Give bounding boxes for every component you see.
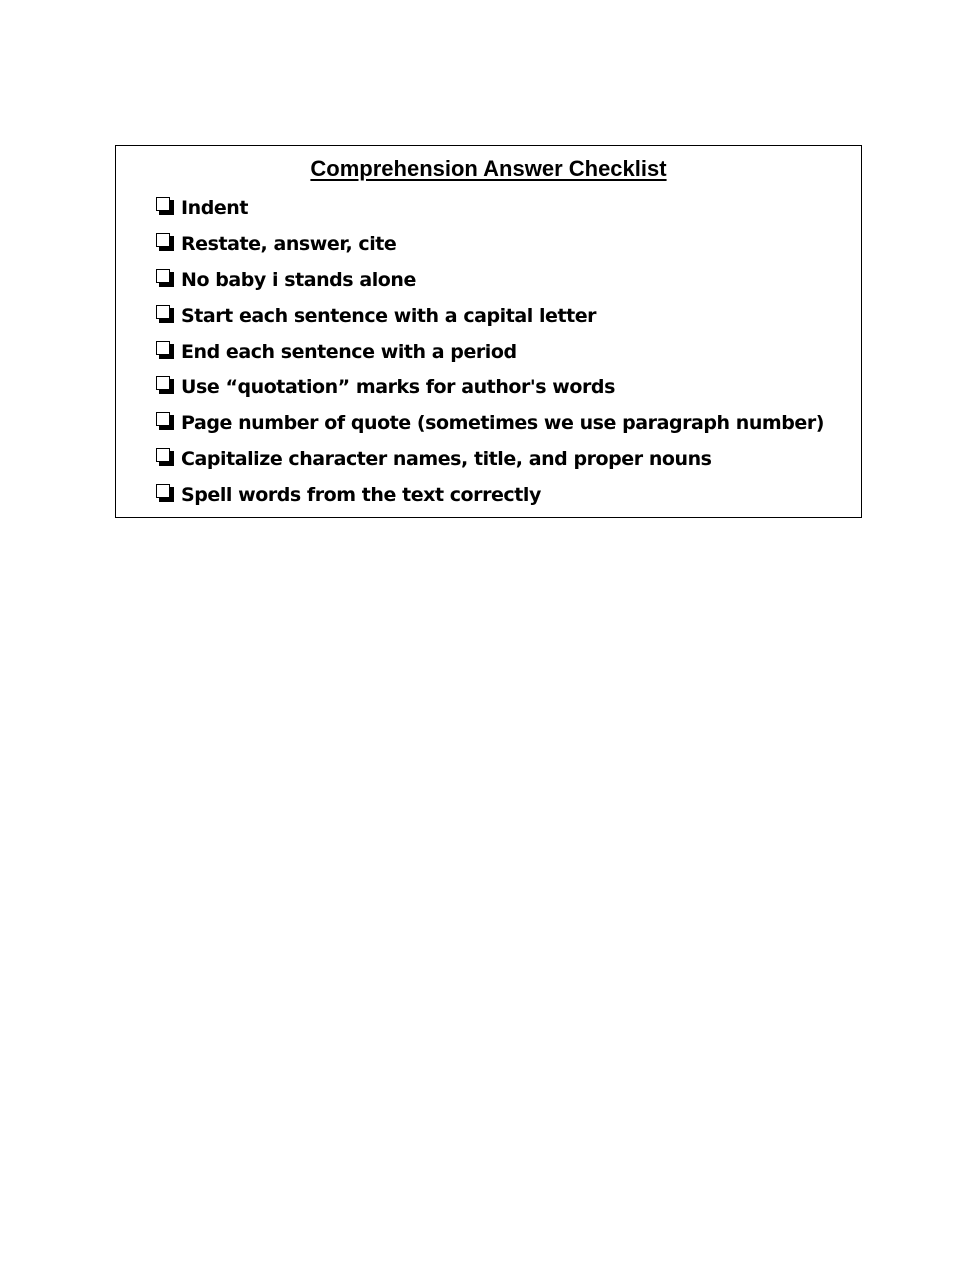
checklist-item-label: End each sentence with a period	[181, 340, 517, 363]
checklist-item-label: Capitalize character names, title, and proper nouns	[181, 448, 712, 471]
checkbox-icon	[156, 484, 174, 502]
checklist-item-capital-letter	[156, 298, 824, 334]
checklist-item-indent	[156, 190, 824, 226]
checkbox-icon	[156, 269, 174, 287]
checklist-item-label: Page number of quote (sometimes we use paragraph number)	[181, 412, 825, 435]
checkbox-icon	[156, 197, 174, 215]
checklist-item-label: Indent	[181, 196, 248, 219]
checklist-item-page-number	[156, 405, 824, 441]
checklist-items	[156, 190, 824, 513]
checkbox-icon	[156, 412, 174, 430]
checklist-item-restate	[156, 226, 824, 262]
checklist-box	[115, 145, 862, 518]
checklist-item-quotation	[156, 369, 824, 405]
checklist-item-period	[156, 334, 824, 370]
checkbox-icon	[156, 376, 174, 394]
checkbox-icon	[156, 448, 174, 466]
checklist-title: Comprehension Answer Checklist	[310, 156, 667, 181]
checklist-item-label: No baby i stands alone	[181, 268, 416, 291]
checklist-item-capitalize	[156, 441, 824, 477]
checklist-item-baby-i	[156, 262, 824, 298]
checkbox-icon	[156, 305, 174, 323]
checklist-item-label: Use “quotation” marks for author's words	[181, 376, 615, 399]
checkbox-icon	[156, 341, 174, 359]
checklist-item-spelling	[156, 477, 824, 513]
checklist-item-label: Restate, answer, cite	[181, 232, 397, 255]
checklist-item-label: Spell words from the text correctly	[181, 484, 541, 507]
checklist-item-label: Start each sentence with a capital letter	[181, 304, 597, 327]
checkbox-icon	[156, 233, 174, 251]
